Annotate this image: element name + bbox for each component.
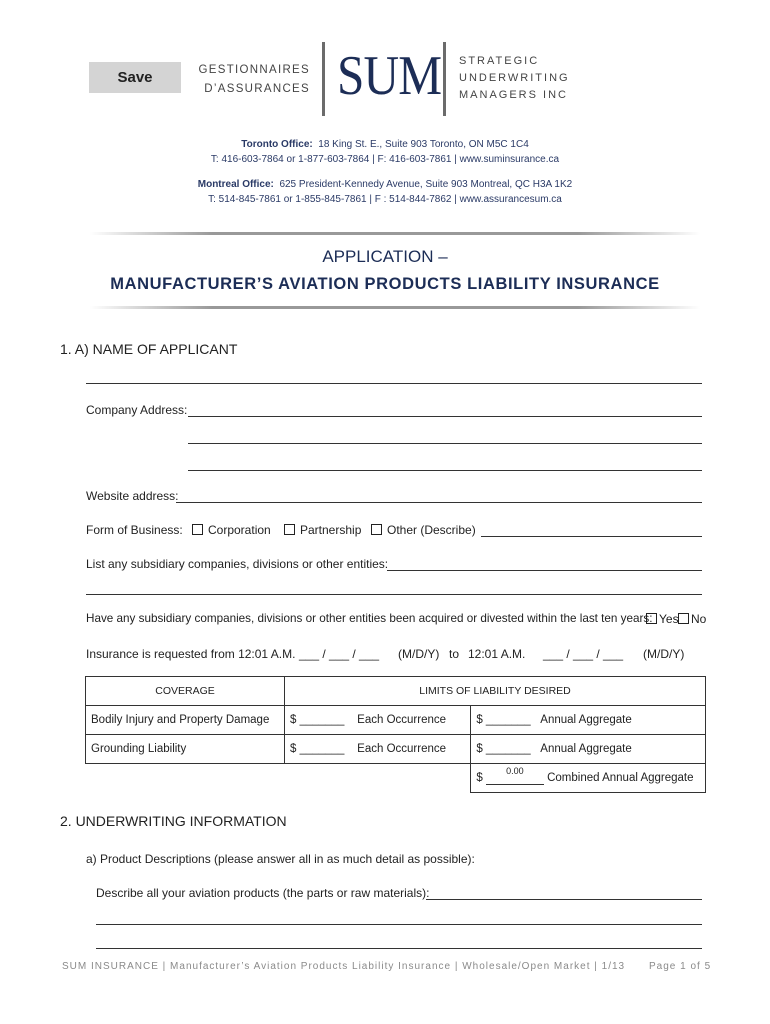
applicant-name-field[interactable]: [86, 383, 702, 384]
empty-cell: [86, 764, 285, 793]
gl-occurrence-cell[interactable]: [285, 735, 471, 764]
montreal-address: 625 President-Kennedy Avenue, Suite 903 Montreal, QC H3A 1K2: [279, 179, 573, 190]
partnership-option[interactable]: [284, 523, 361, 537]
bi-occurrence-field[interactable]: $ _______: [290, 714, 345, 726]
bi-aggregate-field[interactable]: $ _______: [476, 714, 531, 726]
gl-aggregate-cell[interactable]: [471, 735, 706, 764]
start-date-field[interactable]: ___ / ___ / ___: [299, 647, 380, 661]
product-descriptions-label: a) Product Descriptions (please answer all in as much detail as possible):: [86, 852, 475, 866]
no-label: No: [691, 612, 707, 626]
logo-left-line2: D’ASSURANCES: [204, 83, 310, 95]
partnership-checkbox[interactable]: [284, 524, 295, 535]
bi-aggregate-cell[interactable]: [471, 706, 706, 735]
company-address-field-3[interactable]: [188, 470, 702, 471]
table-header-row: [86, 677, 706, 706]
montreal-office: [0, 177, 770, 207]
each-occurrence-label: Each Occurrence: [357, 714, 447, 726]
end-time-label: 12:01 A.M.: [468, 647, 526, 661]
combined-aggregate-field[interactable]: [486, 765, 544, 785]
gl-occurrence-field[interactable]: $ _______: [290, 743, 345, 755]
title-line1: APPLICATION –: [322, 247, 448, 266]
logo-right-text: [459, 53, 570, 104]
header-rule: [90, 232, 700, 235]
table-row: [86, 764, 706, 793]
subsidiaries-field-1[interactable]: [387, 570, 702, 571]
other-option[interactable]: [371, 523, 476, 537]
table-row: [86, 735, 706, 764]
section1-heading: 1. A) NAME OF APPLICANT: [60, 341, 238, 357]
save-button[interactable]: Save: [89, 62, 181, 93]
logo-left-text: [196, 61, 310, 99]
combined-aggregate-value: 0.00: [506, 765, 524, 776]
subsidiaries-label: List any subsidiary companies, divisions or other entities:: [86, 557, 389, 571]
bi-occurrence-cell[interactable]: [285, 706, 471, 735]
footer-text: SUM INSURANCE | Manufacturer’s Aviation Products Liability Insurance | Wholesale/Open Market | 1/13: [62, 961, 626, 972]
describe-field-3[interactable]: [96, 948, 702, 949]
company-address-label: Company Address:: [86, 403, 188, 417]
website-field[interactable]: [176, 502, 702, 503]
logo-sum: SUM: [337, 45, 442, 107]
corporation-label: Corporation: [208, 523, 271, 537]
end-date-format: (M/D/Y): [643, 647, 685, 661]
toronto-label: Toronto Office:: [241, 139, 313, 150]
montreal-contact: T: 514-845-7861 or 1-855-845-7861 | F : 514-844-7862 | www.assurancesum.ca: [208, 194, 562, 205]
section2-heading: 2. UNDERWRITING INFORMATION: [60, 813, 287, 829]
insurance-from-label: Insurance is requested from 12:01 A.M.: [86, 647, 296, 661]
logo-left-line1: GESTIONNAIRES: [198, 64, 310, 76]
annual-aggregate-label: Annual Aggregate: [540, 743, 632, 755]
company-address-field-2[interactable]: [188, 443, 702, 444]
other-label: Other (Describe): [387, 523, 476, 537]
form-of-business-label: Form of Business:: [86, 523, 183, 537]
other-describe-field[interactable]: [481, 536, 702, 537]
table-row: [86, 706, 706, 735]
combined-aggregate-label: Combined Annual Aggregate: [547, 771, 694, 784]
acquired-label: Have any subsidiary companies, divisions or other entities been acquired or divested within the last ten years:: [86, 612, 653, 625]
title-rule: [90, 306, 700, 309]
page-title: MANUFACTURER’S AVIATION PRODUCTS LIABILITY INSURANCE: [110, 275, 660, 293]
montreal-label: Montreal Office:: [197, 179, 274, 190]
describe-field-2[interactable]: [96, 924, 702, 925]
gl-aggregate-field[interactable]: $ _______: [476, 743, 531, 755]
toronto-address: 18 King St. E., Suite 903 Toronto, ON M5C 1C4: [318, 139, 529, 150]
logo-right-line1: STRATEGIC: [459, 55, 540, 67]
combined-aggregate-cell[interactable]: $ $^{0.00}$ Combined Annual Aggregate: [471, 764, 706, 793]
annual-aggregate-label: Annual Aggregate: [540, 714, 632, 726]
coverage-table: [85, 676, 706, 793]
logo-divider-right: [443, 42, 446, 116]
empty-cell: [285, 764, 471, 793]
corporation-option[interactable]: [192, 523, 271, 537]
company-address-field-1[interactable]: [188, 416, 702, 417]
coverage-bodily-injury: Bodily Injury and Property Damage: [86, 706, 285, 735]
coverage-grounding: Grounding Liability: [86, 735, 285, 764]
corporation-checkbox[interactable]: [192, 524, 203, 535]
subsidiaries-field-2[interactable]: [86, 594, 702, 595]
toronto-contact: T: 416-603-7864 or 1-877-603-7864 | F: 416-603-7861 | www.suminsurance.ca: [210, 154, 560, 165]
logo-divider-left: [322, 42, 325, 116]
logo-right-line3: MANAGERS INC: [459, 89, 568, 101]
website-label: Website address:: [86, 489, 179, 503]
limits-header: LIMITS OF LIABILITY DESIRED: [285, 677, 706, 706]
yes-checkbox[interactable]: [646, 613, 657, 624]
to-label: to: [449, 647, 460, 661]
acquired-yes-option[interactable]: [646, 612, 679, 626]
start-date-format: (M/D/Y): [398, 647, 440, 661]
acquired-no-option[interactable]: [678, 612, 706, 626]
describe-label: Describe all your aviation products (the parts or raw materials):: [96, 886, 430, 900]
describe-field-1[interactable]: [426, 899, 702, 900]
end-date-field[interactable]: ___ / ___ / ___: [543, 647, 624, 661]
page-number: Page 1 of 5: [649, 961, 712, 972]
each-occurrence-label: Each Occurrence: [357, 743, 447, 755]
partnership-label: Partnership: [300, 523, 362, 537]
coverage-header: COVERAGE: [86, 677, 285, 706]
yes-label: Yes: [659, 612, 679, 626]
other-checkbox[interactable]: [371, 524, 382, 535]
no-checkbox[interactable]: [678, 613, 689, 624]
toronto-office: [0, 137, 770, 167]
logo-right-line2: UNDERWRITING: [459, 72, 570, 84]
